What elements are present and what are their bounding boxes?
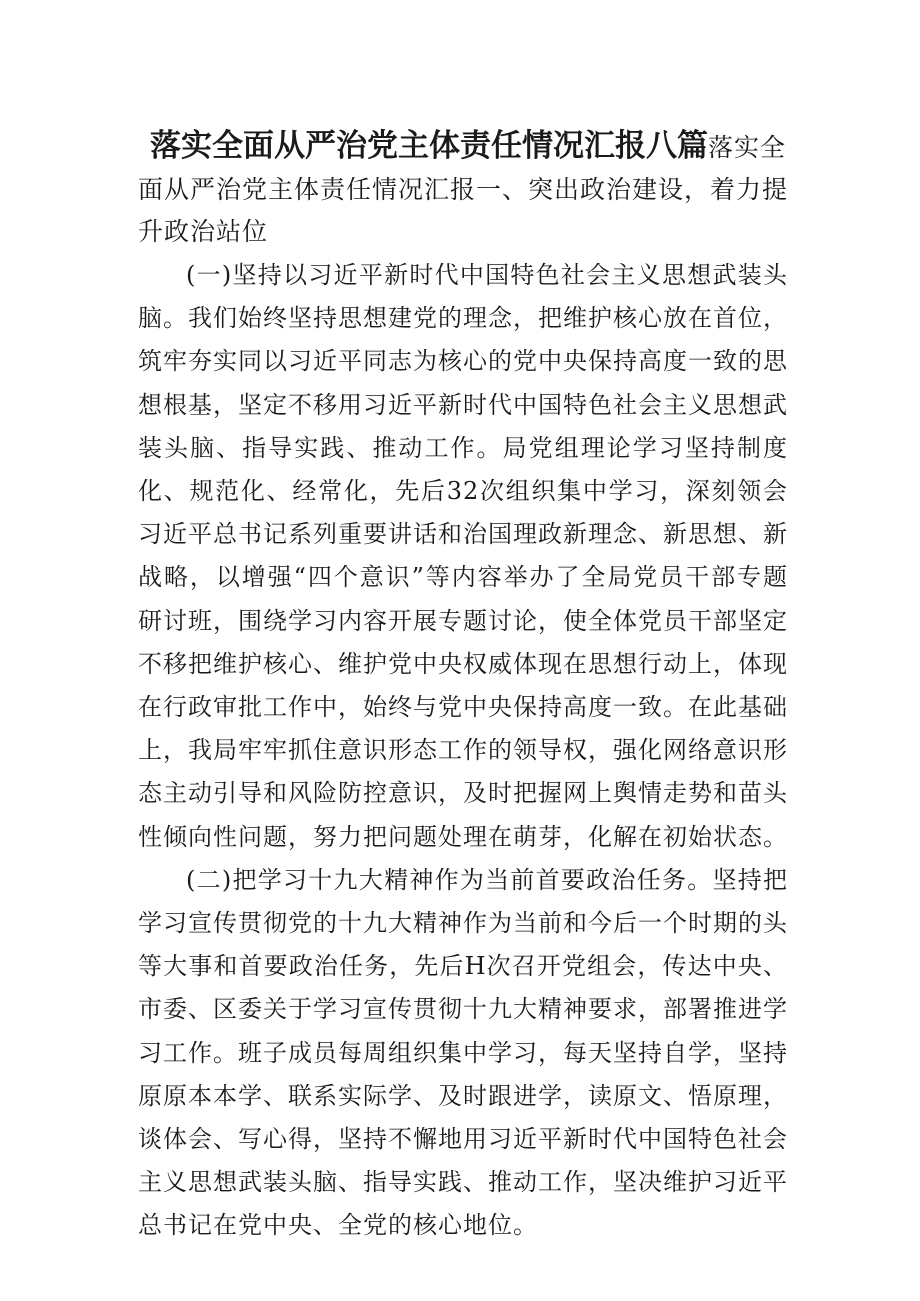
body-paragraph-1: (一)坚持以习近平新时代中国特色社会主义思想武装头脑。我们始终坚持思想建党的理念，把维护核心放在首位，筑牢夯实同以习近平同志为核心的党中央保持高度一致的思想根基，坚定不移用习近平新时代中国特色社会主义思想武装头脑、指导实践、推动工作。局党组理论学习坚持制度化、规范化、经常化，先后32次组织集中学习，深刻领会习近平总书记系列重要讲话和治国理政新理念、新思想、新战略，以增强“四个意识”等内容举办了全局党员干部专题研讨班，围绕学习内容开展专题讨论，使全体党员干部坚定不移把维护核心、维护党中央权威体现在思想行动上，体现在行政审批工作中，始终与党中央保持高度一致。在此基础上，我局牢牢抓住意识形态工作的领导权，强化网络意识形态主动引导和风险防控意识，及时把握网上舆情走势和苗头性倾向性问题，努力把问题处理在萌芽，化解在初始状态。 — [138, 261, 788, 851]
document-subtitle-run: 落实全面从严治党主体责任情况汇报一、突出政治建设，着力提升政治站位 — [138, 133, 789, 246]
body-paragraph-2: (二)把学习十九大精神作为当前首要政治任务。坚持把学习宣传贯彻党的十九大精神作为当前和今后一个时期的头等大事和首要政治任务，先后H次召开党组会，传达中央、市委、区委关于学习宣传贯彻十九大精神要求，部署推进学习工作。班子成员每周组织集中学习，每天坚持自学，坚持原原本本学、联系实际学、及时跟进学，读原文、悟原理，谈体会、写心得，坚持不懈地用习近平新时代中国特色社会主义思想武装头脑、指导实践、推动工作，坚决维护习近平总书记在党中央、全党的核心地位。 — [138, 865, 788, 1240]
document-body — [138, 254, 788, 1248]
document-heading — [138, 125, 788, 253]
document-title: 落实全面从严治党主体责任情况汇报八篇 — [150, 128, 708, 164]
